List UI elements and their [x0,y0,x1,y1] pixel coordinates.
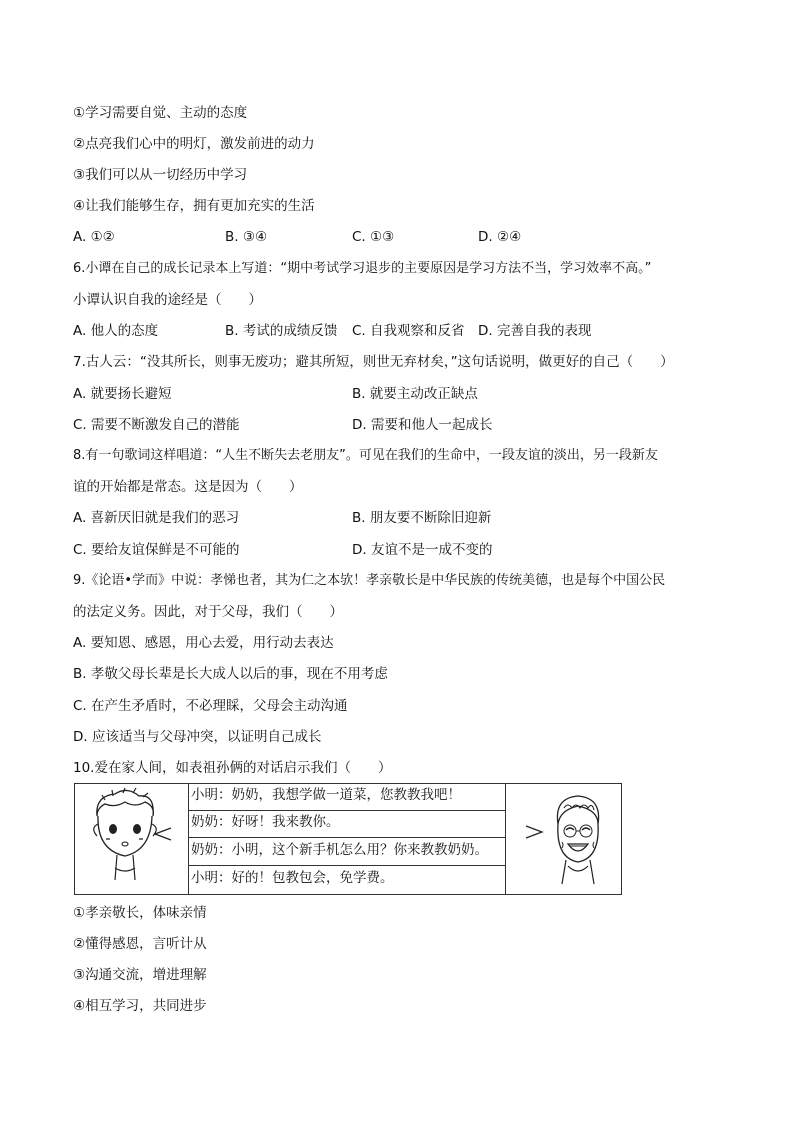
q8-option-c: C. 要给友谊保鲜是不可能的 [73,542,240,558]
q5-option-a: A. ①② [73,229,115,245]
q7-option-b: B. 就要主动改正缺点 [352,386,478,402]
dialogue-line-1: 小明：奶奶，我想学做一道菜，您教教我吧！ [191,787,461,803]
q9-option-c: C. 在产生矛盾时，不必理睬，父母会主动沟通 [73,698,348,714]
q5-item-3: ③我们可以从一切经历中学习 [73,167,248,183]
dialogue-line-2: 奶奶：好呀！我来教你。 [191,814,340,830]
q5-item-2: ②点亮我们心中的明灯，激发前进的动力 [73,136,315,152]
q7-option-a: A. 就要扬长避短 [73,386,172,402]
boy-cartoon-icon [75,784,188,894]
q5-item-4: ④让我们能够生存，拥有更加充实的生活 [73,198,315,214]
q9-option-a: A. 要知恩、感恩，用心去爱，用行动去表达 [73,635,334,651]
q7-option-c: C. 需要不断激发自己的潜能 [73,417,240,433]
q5-option-c: C. ①③ [352,229,395,245]
grandma-illustration-cell [505,784,622,894]
q9-option-d: D. 应该适当与父母冲突，以证明自己成长 [73,729,322,745]
q10-item-3: ③沟通交流，增进理解 [73,967,207,983]
q8-stem-line1: 8.有一句歌词这样唱道：“人生不断失去老朋友”。可见在我们的生命中，一段友谊的淡出，另一段新友 [73,448,658,463]
q5-option-b: B. ③④ [225,229,268,245]
q10-item-2: ②懂得感恩，言听计从 [73,936,207,952]
q7-stem: 7.古人云：“没其所长，则事无废功；避其所短，则世无弃材矣，”这句话说明，做更好的自己（ ） [73,354,674,370]
q8-option-d: D. 友谊不是一成不变的 [352,542,493,558]
q6-option-c: C. 自我观察和反省 [352,323,465,339]
dialogue-line-4: 小明：好的！包教包会，免学费。 [191,870,394,886]
dialogue-divider [188,810,505,811]
q10-item-4: ④相互学习，共同进步 [73,998,207,1014]
q7-option-d: D. 需要和他人一起成长 [352,417,493,433]
q6-option-b: B. 考试的成绩反馈 [225,323,338,339]
boy-illustration-cell [75,784,189,894]
q8-stem-line2: 谊的开始都是常态。这是因为（ ） [73,479,303,495]
q9-stem-line1: 9.《论语•学而》中说：孝悌也者，其为仁之本欤！孝亲敬长是中华民族的传统美德，也是每个中国公民 [73,573,666,588]
q5-item-1: ①学习需要自觉、主动的态度 [73,105,248,121]
dialogue-divider [188,865,505,866]
q9-stem-line2: 的法定义务。因此，对于父母，我们（ ） [73,604,343,620]
dialogue-line-3: 奶奶：小明，这个新手机怎么用？你来教教奶奶。 [191,842,488,858]
q8-option-a: A. 喜新厌旧就是我们的恶习 [73,510,240,526]
q8-option-b: B. 朋友要不断除旧迎新 [352,510,492,526]
q10-item-1: ①孝亲敬长，体味亲情 [73,905,207,921]
q6-option-a: A. 他人的态度 [73,323,159,339]
q10-stem: 10.爱在家人间，如表祖孙俩的对话启示我们（ ） [73,760,392,776]
q5-option-d: D. ②④ [478,229,522,245]
q9-option-b: B. 孝敬父母长辈是长大成人以后的事，现在不用考虑 [73,666,388,682]
dialogue-table [74,783,622,895]
grandma-cartoon-icon [506,784,622,894]
q6-option-d: D. 完善自我的表现 [478,323,592,339]
dialogue-divider [188,837,505,838]
q6-stem-line2: 小谭认识自我的途经是（ ） [73,292,262,308]
q6-stem-line1: 6.小谭在自己的成长记录本上写道：“期中考试学习退步的主要原因是学习方法不当，学习效率不高。” [73,261,652,276]
